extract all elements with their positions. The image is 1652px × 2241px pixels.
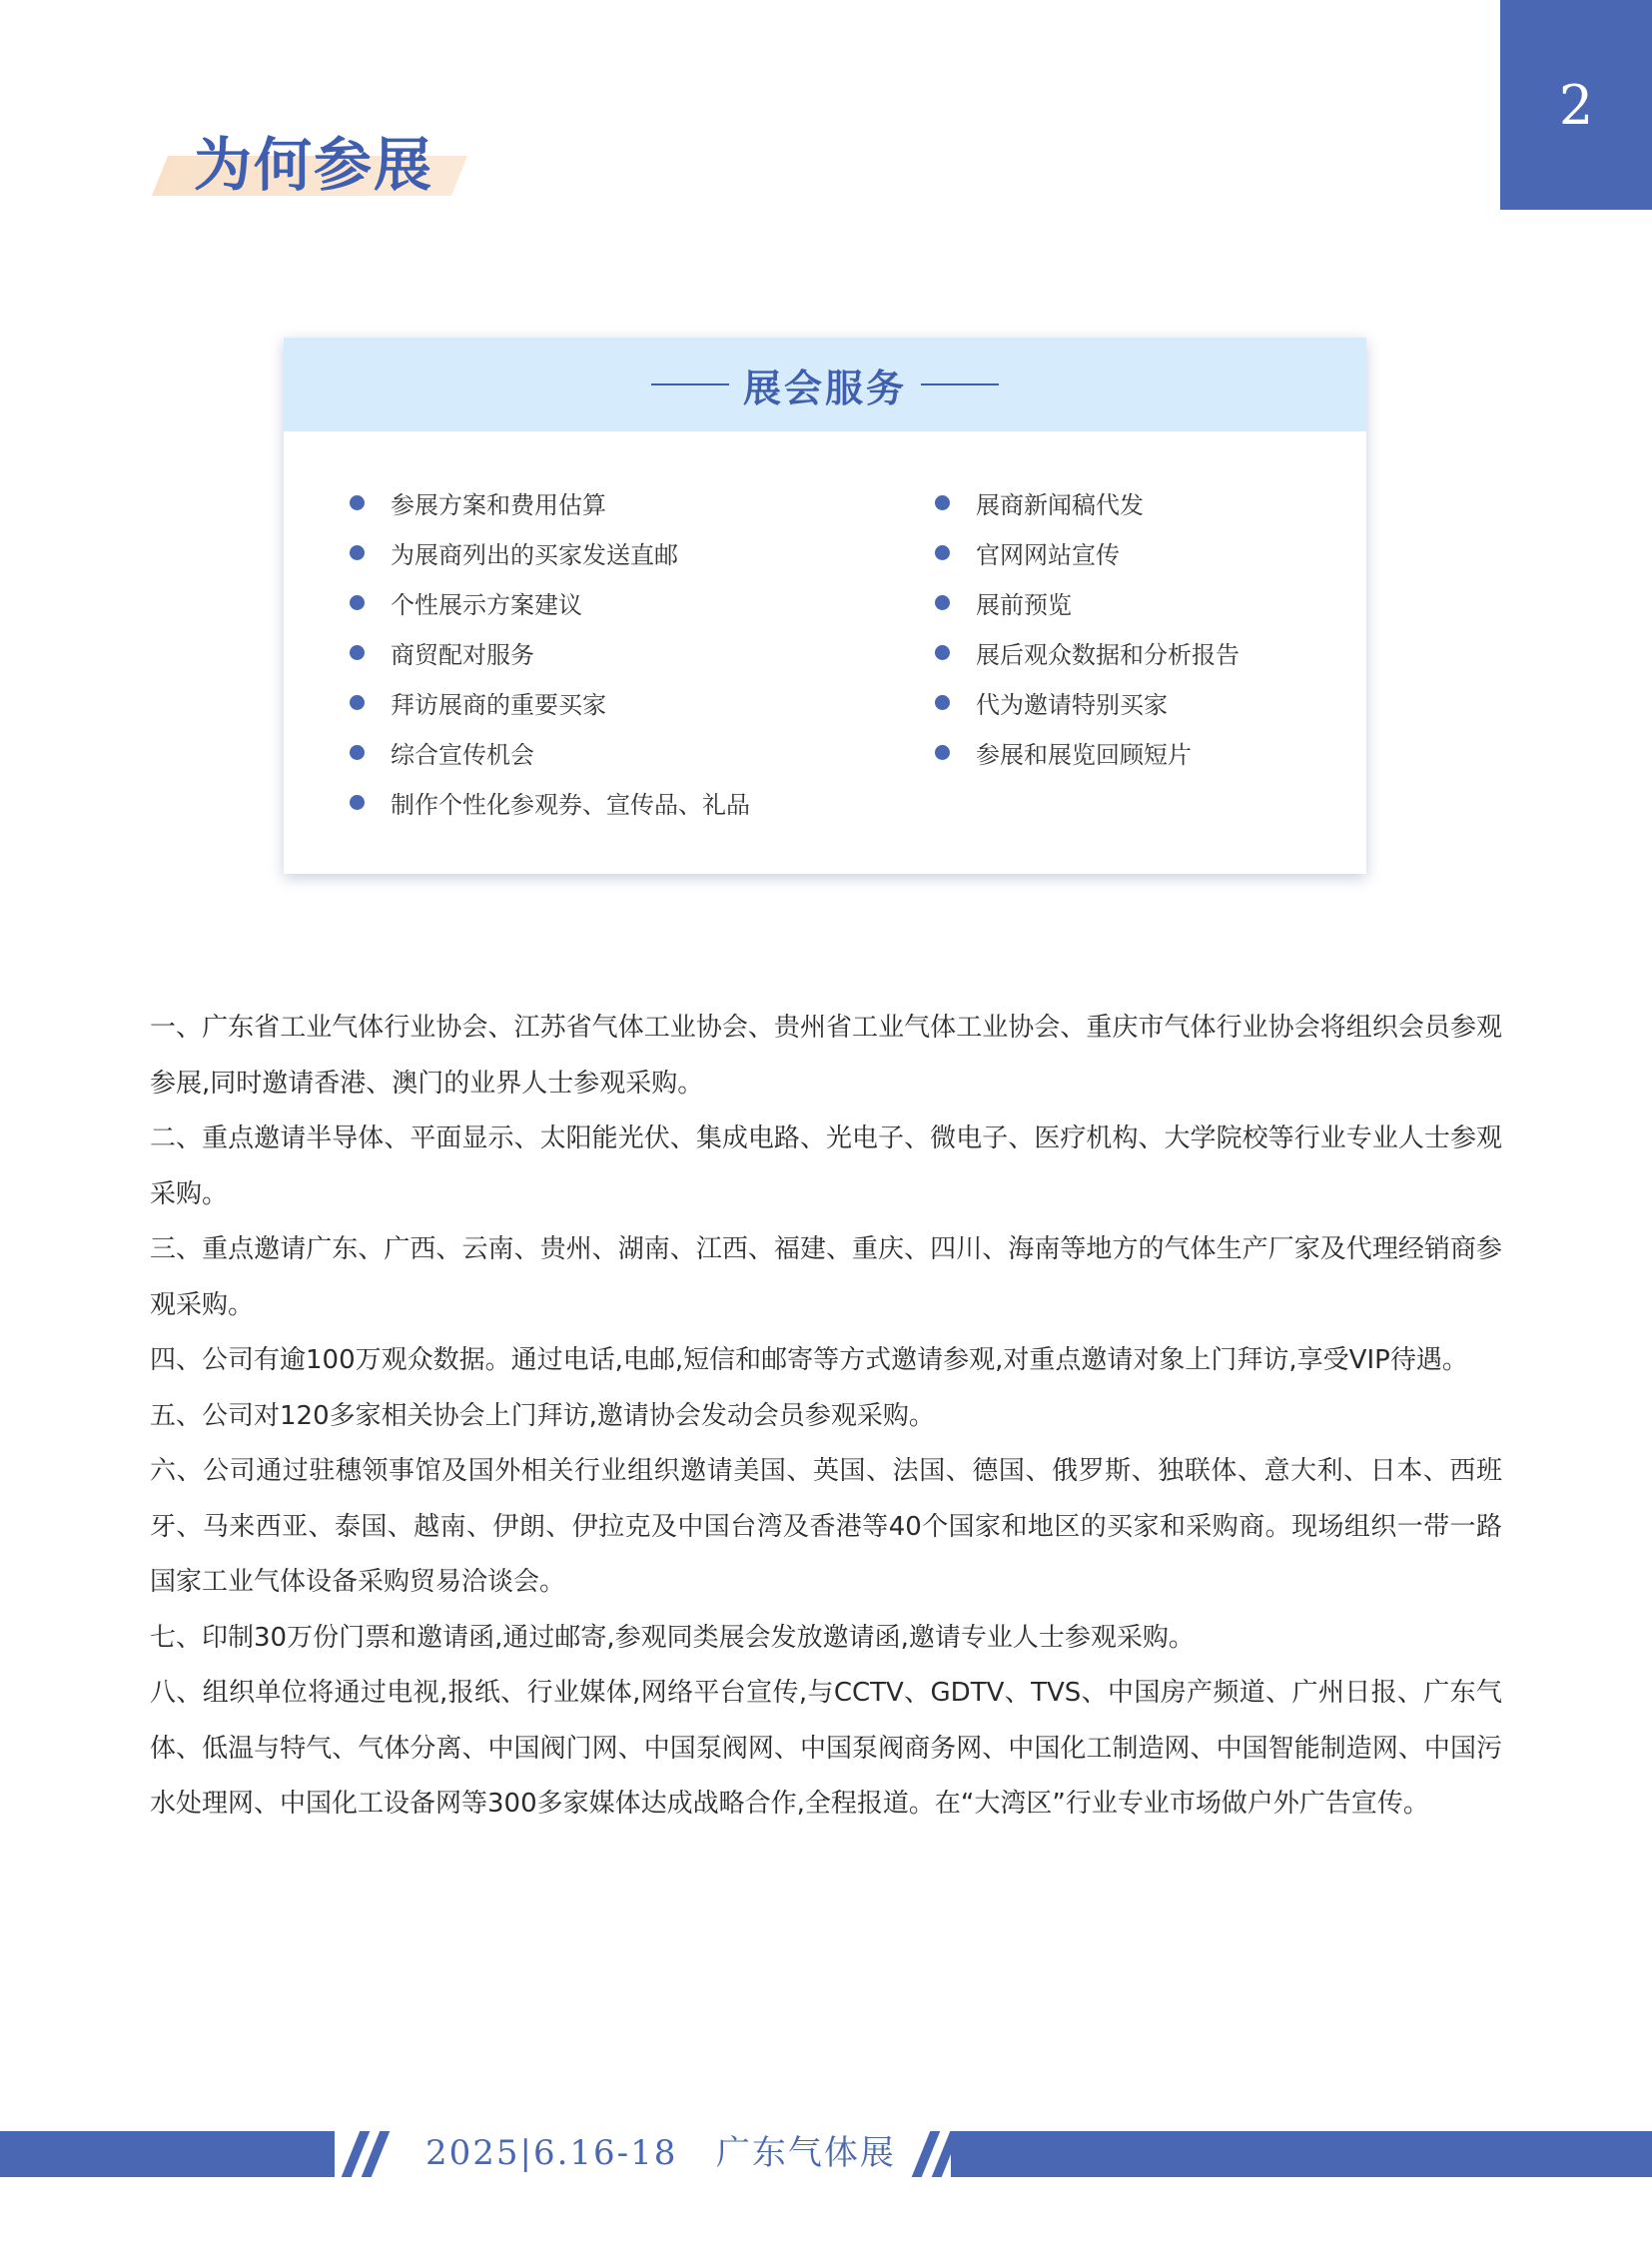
services-list-left: [350, 477, 750, 827]
footer-bar-right: [951, 2131, 1652, 2177]
services-list-right: [935, 477, 1239, 777]
services-title: 展会服务: [742, 366, 907, 410]
bullet-dot-icon: [350, 745, 365, 760]
page-number: 2: [1558, 73, 1594, 137]
footer-exhibition-name: 广东气体展: [715, 2133, 896, 2173]
service-item: [935, 577, 1239, 627]
service-item-label: 参展和展览回顾短片: [976, 740, 1192, 769]
body-text: [150, 1001, 1502, 1833]
service-item-label: 拜访展商的重要买家: [391, 690, 606, 719]
service-item: [350, 527, 750, 577]
service-item: [935, 477, 1239, 527]
bullet-dot-icon: [935, 495, 950, 510]
service-item-label: 商贸配对服务: [391, 640, 534, 669]
page-heading: [150, 118, 469, 208]
service-item-label: 参展方案和费用估算: [391, 490, 606, 519]
service-item: [350, 627, 750, 677]
service-item: [935, 627, 1239, 677]
paragraph: 五、公司对120多家相关协会上门拜访,邀请协会发动会员参观采购。: [150, 1400, 935, 1431]
footer-date: 2025|6.16-18: [425, 2133, 678, 2173]
paragraph: 一、广东省工业气体行业协会、江苏省气体工业协会、贵州省工业气体工业协会、重庆市气体行业协会将组织会员参观参展,同时邀请香港、澳门的业界人士参观采购。: [150, 1013, 1502, 1099]
service-item: [935, 527, 1239, 577]
footer-bar-left: [0, 2131, 335, 2177]
bullet-dot-icon: [350, 495, 365, 510]
header-line-right: [921, 383, 999, 385]
service-item-label: 综合宣传机会: [391, 740, 534, 769]
footer-label: [425, 2125, 896, 2174]
bullet-dot-icon: [935, 595, 950, 610]
service-item-label: 制作个性化参观券、宣传品、礼品: [391, 790, 750, 819]
service-item: [935, 727, 1239, 777]
bullet-dot-icon: [350, 545, 365, 560]
service-item: [350, 477, 750, 527]
bullet-dot-icon: [935, 545, 950, 560]
service-item-label: 官网网站宣传: [976, 540, 1120, 569]
service-item-label: 为展商列出的买家发送直邮: [391, 540, 678, 569]
service-item: [350, 677, 750, 727]
paragraph: 四、公司有逾100万观众数据。通过电话,电邮,短信和邮寄等方式邀请参观,对重点邀请对象上门拜访,享受VIP待遇。: [150, 1345, 1468, 1375]
bullet-dot-icon: [350, 795, 365, 810]
paragraph: 三、重点邀请广东、广西、云南、贵州、湖南、江西、福建、重庆、四川、海南等地方的气体生产厂家及代理经销商参观采购。: [150, 1234, 1502, 1320]
page-number-box: [1500, 0, 1652, 210]
paragraph: 八、组织单位将通过电视,报纸、行业媒体,网络平台宣传,与CCTV、GDTV、TVS、中国房产频道、广州日报、广东气体、低温与特气、气体分离、中国阀门网、中国泵阀网、中国泵阀商务网、中国化工制造网、中国智能制造网、中国污水处理网、中国化工设备网等300多家媒体达成战略合作,全程报道。在“大湾区”行业专业市场做户外广告宣传。: [150, 1678, 1502, 1819]
service-item-label: 展商新闻稿代发: [976, 490, 1144, 519]
bullet-dot-icon: [935, 695, 950, 710]
services-card-header: [284, 338, 1366, 431]
service-item: [350, 727, 750, 777]
service-item-label: 代为邀请特别买家: [976, 690, 1168, 719]
page-title: 为何参展: [194, 131, 434, 199]
services-card: [284, 338, 1366, 874]
bullet-dot-icon: [350, 595, 365, 610]
header-line-left: [651, 383, 729, 385]
bullet-dot-icon: [935, 645, 950, 660]
service-item-label: 展前预览: [976, 590, 1072, 619]
service-item: [350, 577, 750, 627]
service-item-label: 个性展示方案建议: [391, 590, 582, 619]
paragraph: 二、重点邀请半导体、平面显示、太阳能光伏、集成电路、光电子、微电子、医疗机构、大学院校等行业专业人士参观采购。: [150, 1123, 1502, 1209]
service-item-label: 展后观众数据和分析报告: [976, 640, 1239, 669]
bullet-dot-icon: [350, 645, 365, 660]
bullet-dot-icon: [935, 745, 950, 760]
service-item: [350, 777, 750, 827]
paragraph: 六、公司通过驻穗领事馆及国外相关行业组织邀请美国、英国、法国、德国、俄罗斯、独联体、意大利、日本、西班牙、马来西亚、泰国、越南、伊朗、伊拉克及中国台湾及香港等40个国家和地区的买家和采购商。现场组织一带一路国家工业气体设备采购贸易洽谈会。: [150, 1456, 1502, 1597]
bullet-dot-icon: [350, 695, 365, 710]
paragraph: 七、印制30万份门票和邀请函,通过邮寄,参观同类展会发放邀请函,邀请专业人士参观采购。: [150, 1622, 1195, 1653]
service-item: [935, 677, 1239, 727]
